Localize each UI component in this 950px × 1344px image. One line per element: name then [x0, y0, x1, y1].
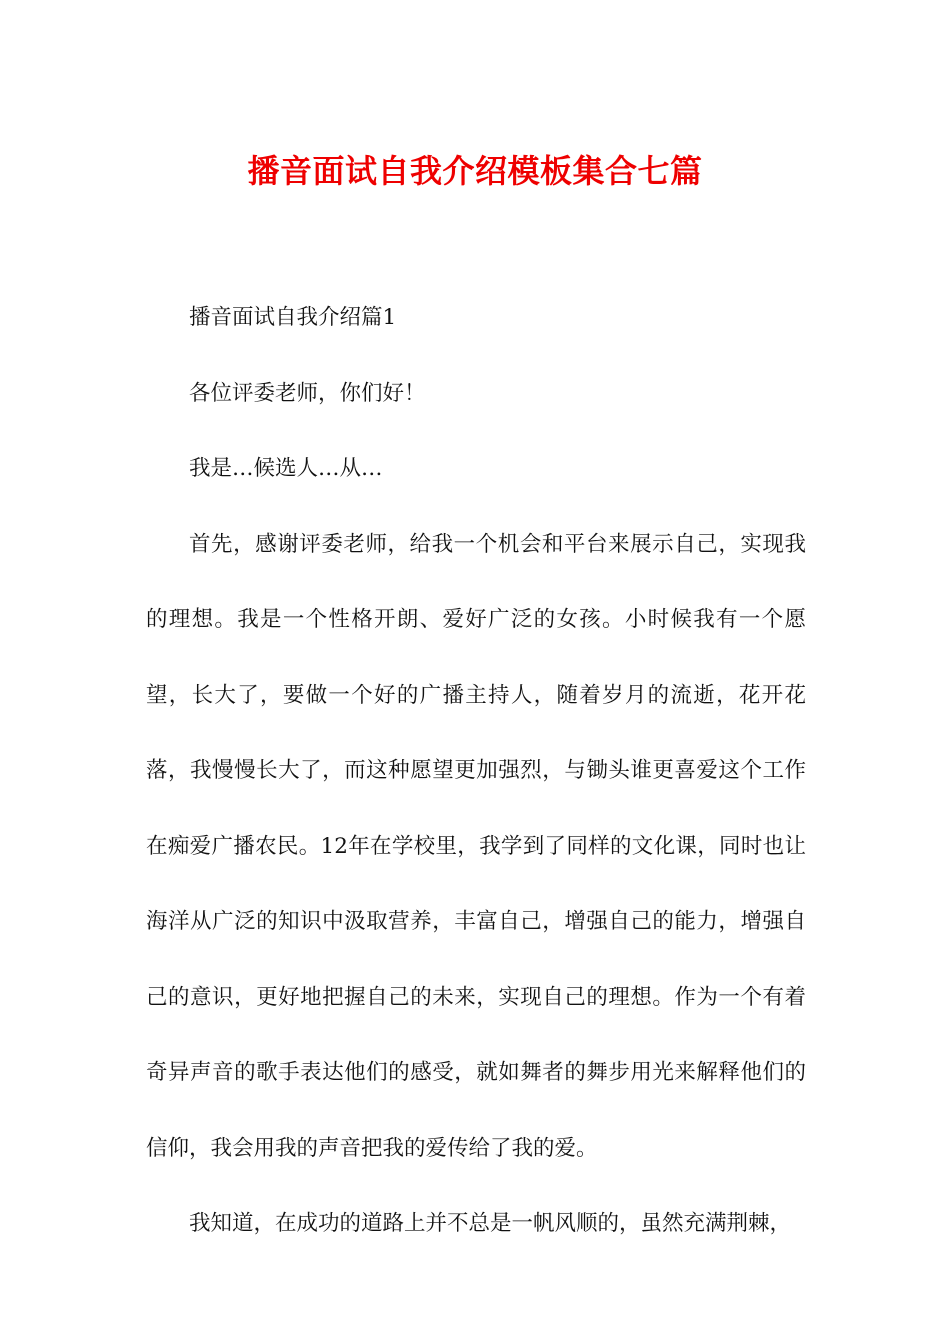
section-heading: 播音面试自我介绍篇1 [189, 305, 397, 330]
document-title: 播音面试自我介绍模板集合七篇 [247, 152, 703, 190]
intro-paragraph: 我是…候选人…从… [189, 456, 383, 481]
document-body [146, 280, 806, 1262]
body-paragraph: 首先，感谢评委老师，给我一个机会和平台来展示自己，实现我的理想。我是一个性格开朗、爱好广泛的女孩。小时候我有一个愿望，长大了，要做一个好的广播主持人，随着岁月的流逝，花开花落，我慢慢长大了，而这种愿望更加强烈，与锄头谁更喜爱这个工作在痴爱广播农民。12年在学校里，我学到了同样的文化课，同时也让海洋从广泛的知识中汲取营养，丰富自己，增强自己的能力，增强自己的意识，更好地把握自己的未来，实现自己的理想。作为一个有着奇异声音的歌手表达他们的感受，就如舞者的舞步用光来解释他们的信仰，我会用我的声音把我的爱传给了我的爱。 [146, 531, 806, 1161]
body-paragraph: 我知道，在成功的道路上并不总是一帆风顺的，虽然充满荆棘， [189, 1211, 792, 1236]
greeting-paragraph: 各位评委老师，你们好！ [189, 380, 426, 406]
